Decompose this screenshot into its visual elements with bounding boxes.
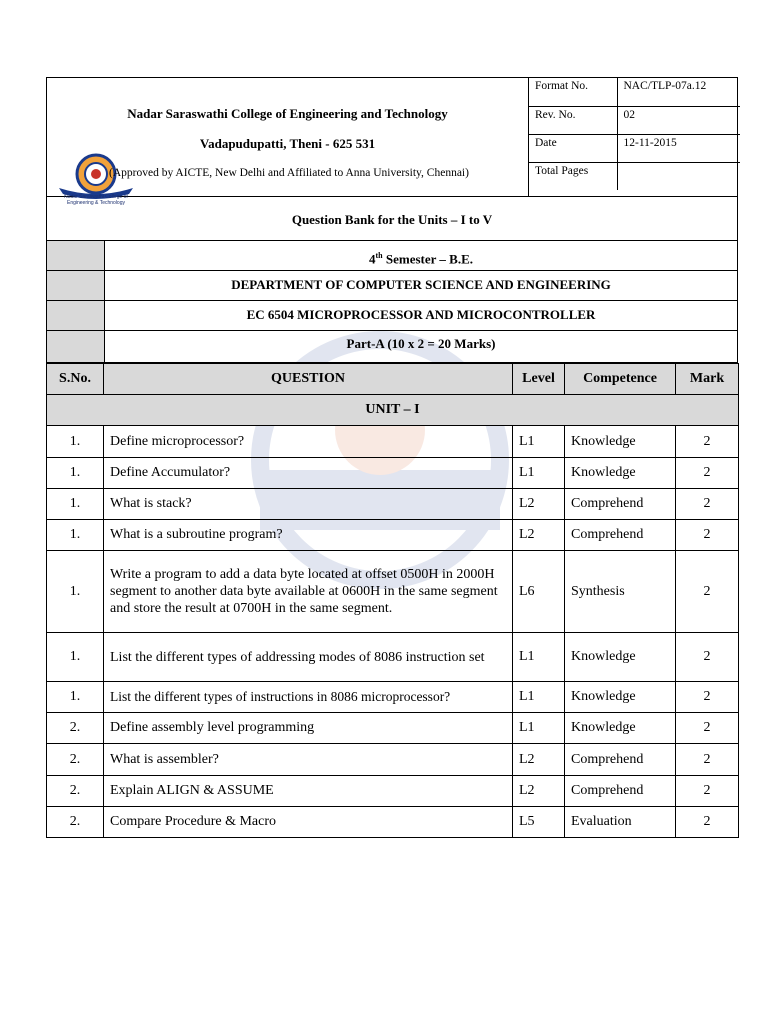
subject-name: EC 6504 MICROPROCESSOR AND MICROCONTROLLER (246, 307, 596, 322)
format-no-label: Format No. (529, 78, 617, 106)
table-row: 1. What is stack? L2 Comprehend 2 (47, 489, 739, 520)
question-table (46, 363, 739, 838)
department-name: DEPARTMENT OF COMPUTER SCIENCE AND ENGINEERING (231, 277, 611, 292)
table-row: 2. Define assembly level programming L1 Knowledge 2 (47, 713, 739, 744)
format-info-box (528, 78, 740, 196)
col-header-question: QUESTION (104, 364, 513, 395)
table-row: 2. Compare Procedure & Macro L5 Evaluation 2 (47, 807, 739, 838)
rev-no-label: Rev. No. (529, 106, 617, 134)
table-row: 1. Define microprocessor? L1 Knowledge 2 (47, 426, 739, 458)
table-row: 1. Define Accumulator? L1 Knowledge 2 (47, 458, 739, 489)
semester-row (46, 241, 738, 271)
date-value: 12-11-2015 (617, 134, 740, 162)
part-row (46, 331, 738, 363)
part-label: Part-A (10 x 2 = 20 Marks) (346, 336, 496, 351)
document-header (46, 77, 738, 206)
table-row: 1. What is a subroutine program? L2 Comprehend 2 (47, 520, 739, 551)
subject-row (46, 301, 738, 331)
table-row: 1. List the different types of addressing modes of 8086 instruction set L1 Knowledge 2 (47, 633, 739, 682)
unit-heading: UNIT – I (47, 395, 739, 426)
semester-label: 4th Semester – B.E. (368, 251, 473, 267)
total-pages-value (617, 162, 740, 190)
affiliation-note: (Approved by AICTE, New Delhi and Affiliated to Anna University, Chennai) (109, 167, 469, 179)
logo-caption: Nadar Saraswathi College of Engineering & Technology (64, 194, 128, 206)
table-row: 2. What is assembler? L2 Comprehend 2 (47, 744, 739, 776)
col-header-sno: S.No. (47, 364, 104, 395)
format-no-value: NAC/TLP-07a.12 (617, 78, 740, 106)
college-address: Vadapudupatti, Theni - 625 531 (199, 136, 376, 151)
table-row: 1. List the different types of instructions in 8086 microprocessor? L1 Knowledge 2 (47, 682, 739, 713)
question-bank-page (46, 77, 738, 838)
col-header-mark: Mark (676, 364, 739, 395)
total-pages-label: Total Pages (529, 162, 617, 190)
department-row (46, 271, 738, 301)
table-row: 2. Explain ALIGN & ASSUME L2 Comprehend 2 (47, 776, 739, 807)
document-title: Question Bank for the Units – I to V (46, 196, 738, 241)
college-name: Nadar Saraswathi College of Engineering and Technology (127, 106, 448, 121)
date-label: Date (529, 134, 617, 162)
col-header-level: Level (513, 364, 565, 395)
table-header-row (47, 364, 739, 395)
col-header-competence: Competence (565, 364, 676, 395)
table-row: 1. Write a program to add a data byte located at offset 0500H in 2000H segment to another data byte available at 0600H in the same segment and store the result at 0700H in the same segment. L6 Synthesis 2 (47, 551, 739, 633)
rev-no-value: 02 (617, 106, 740, 134)
